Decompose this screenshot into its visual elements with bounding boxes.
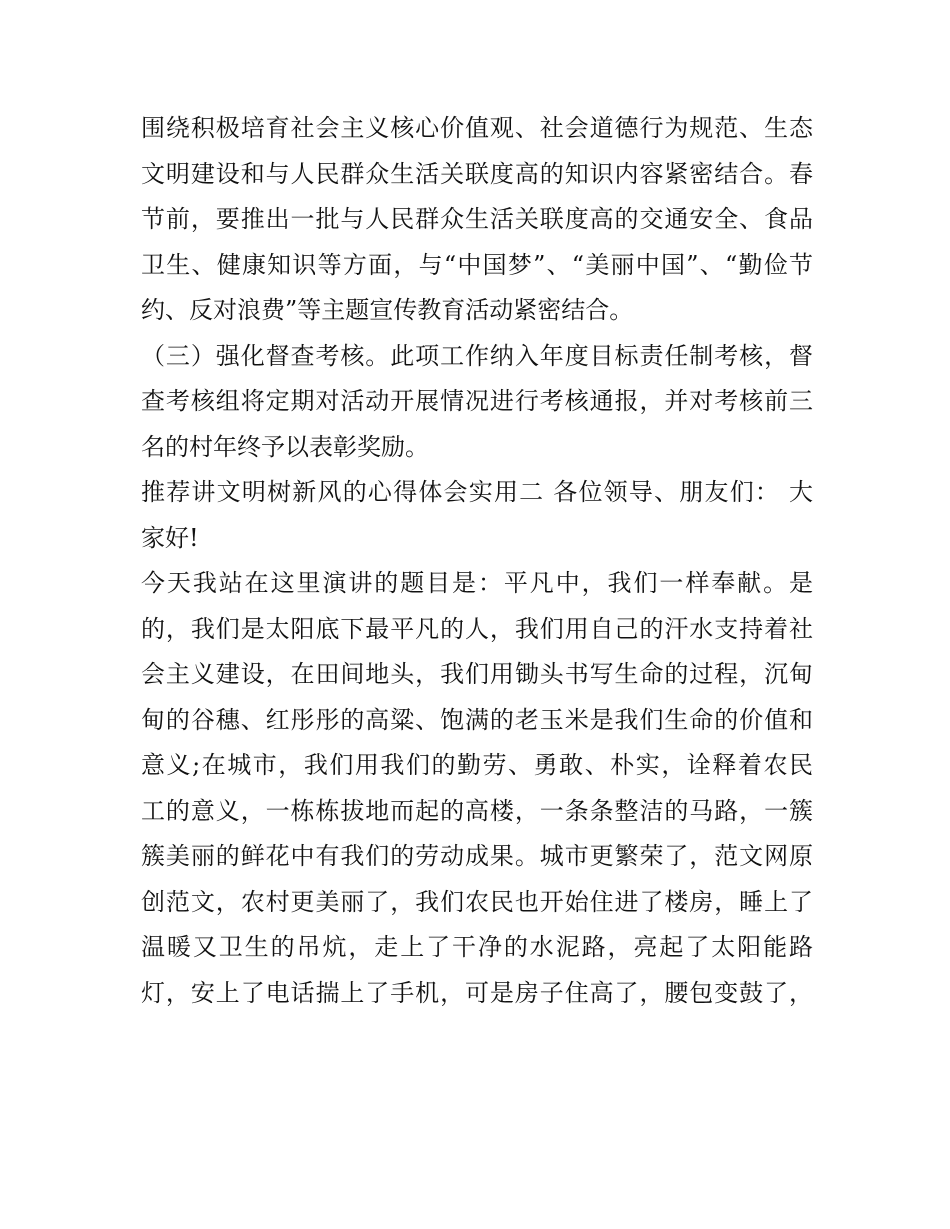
text-line-10: 家好! (141, 523, 199, 552)
body-text (141, 106, 813, 1016)
text-line-14: 甸的谷穗、红彤彤的高粱、饱满的老玉米是我们生命的价值和 (141, 705, 813, 734)
text-line-20: 灯，安上了电话揣上了手机，可是房子住高了，腰包变鼓了， (141, 978, 813, 1007)
text-line-17: 簇美丽的鲜花中有我们的劳动成果。城市更繁荣了，范文网原 (141, 842, 813, 870)
text-line-15: 意义;在城市，我们用我们的勤劳、勇敢、朴实，诠释着农民 (141, 751, 813, 779)
text-line-18: 创范文，农村更美丽了，我们农民也开始住进了楼房，睡上了 (141, 887, 813, 916)
text-line-5: 约、反对浪费”等主题宣传教育活动紧密结合。 (141, 296, 634, 324)
text-line-8: 名的村年终予以表彰奖励。 (141, 432, 429, 461)
text-line-19: 温暖又卫生的吊炕，走上了干净的水泥路，亮起了太阳能路 (141, 933, 813, 961)
text-line-16: 工的意义，一栋栋拔地而起的高楼，一条条整洁的马路，一簇 (141, 796, 813, 825)
text-line-9: 推荐讲文明树新风的心得体会实用二 各位领导、朋友们： 大 (141, 478, 813, 506)
text-line-11: 今天我站在这里演讲的题目是：平凡中，我们一样奉献。是 (141, 569, 813, 597)
text-line-6: （三）强化督查考核。此项工作纳入年度目标责任制考核，督 (141, 341, 813, 370)
text-line-13: 会主义建设，在田间地头，我们用锄头书写生命的过程，沉甸 (141, 660, 813, 688)
text-line-3: 节前，要推出一批与人民群众生活关联度高的交通安全、食品 (141, 205, 813, 233)
text-line-7: 查考核组将定期对活动开展情况进行考核通报，并对考核前三 (141, 387, 813, 415)
text-line-2: 文明建设和与人民群众生活关联度高的知识内容紧密结合。春 (141, 159, 813, 188)
text-line-1: 围绕积极培育社会主义核心价值观、社会道德行为规范、生态 (141, 114, 813, 142)
text-line-4: 卫生、健康知识等方面，与“中国梦”、“美丽中国”、“勤俭节 (141, 250, 813, 279)
text-line-12: 的，我们是太阳底下最平凡的人，我们用自己的汗水支持着社 (141, 614, 813, 643)
